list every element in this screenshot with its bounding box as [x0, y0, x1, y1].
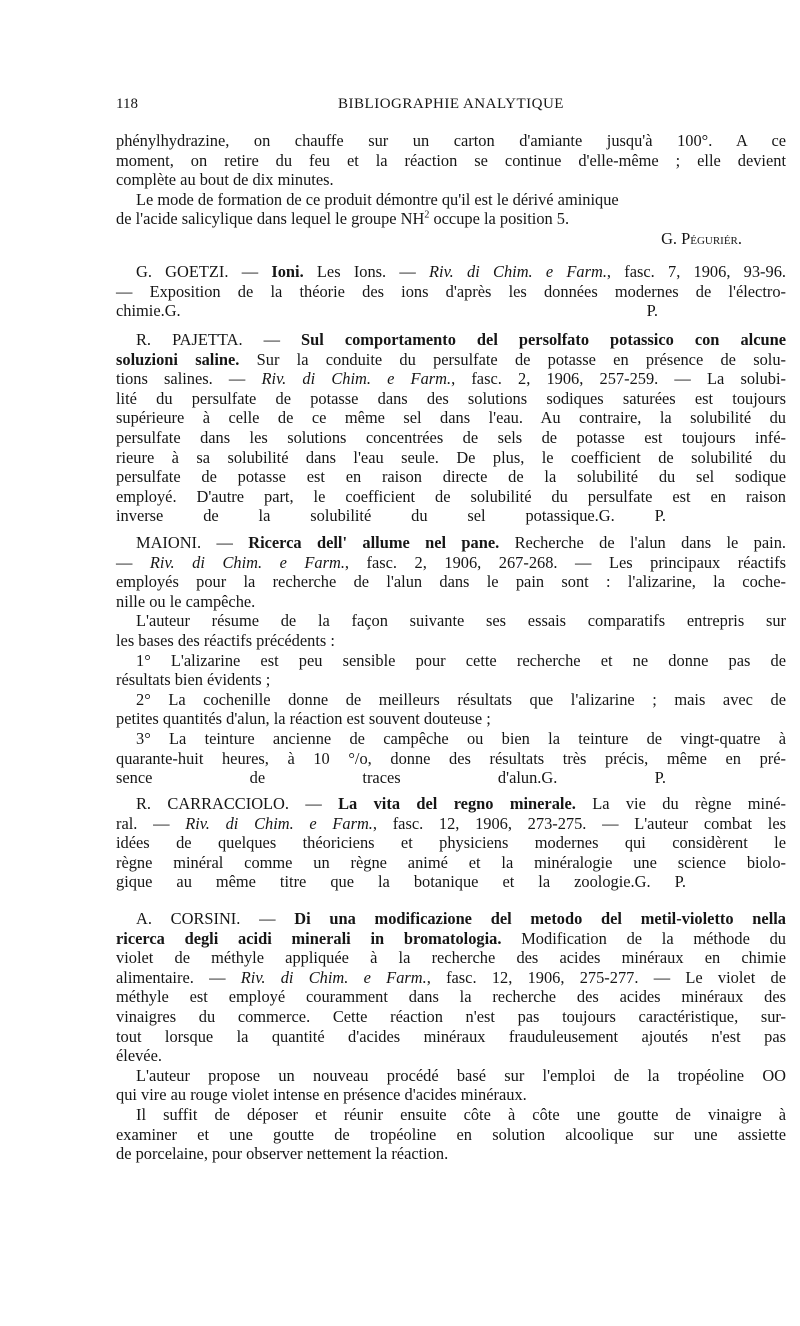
text-line: complète au bout de dix minutes.	[116, 170, 334, 190]
text-line: A. CORSINI. — Di una modificazione del metodo del metil-violetto nella	[136, 909, 786, 928]
text-line: qui vire au rouge violet intense en présence d'acides minéraux.	[116, 1085, 527, 1105]
page-number: 118	[116, 96, 138, 112]
text-line: moment, on retire du feu et la réaction se continue d'elle-même ; elle devient	[116, 150, 786, 170]
text-line: Le mode de formation de ce produit démontre qu'il est le dérivé aminique	[136, 189, 619, 209]
text-line: G. GOETZI. — Ioni. Les Ions. — Riv. di Chim. e Farm., fasc. 7, 1906, 93-96.	[136, 262, 786, 281]
text-line: employé. D'autre part, le coefficient de solubilité du persulfate est en raison	[116, 486, 786, 506]
text-line: 2° La cochenille donne de meilleurs résultats que l'alizarine ; mais avec de	[136, 689, 786, 709]
text-line: MAIONI. — Ricerca dell' allume nel pane. Recherche de l'alun dans le pain.	[136, 533, 786, 552]
text-line: 3° La teinture ancienne de campêche ou bien la teinture de vingt-quatre à	[136, 728, 786, 748]
text-line: vinaigres du commerce. Cette réaction n'est pas toujours caractéristique, sur-	[116, 1006, 786, 1026]
text-line: persulfate de potasse est en raison directe de la solubilité du sel sodique	[116, 467, 786, 487]
text-line: soluzioni saline. Sur la conduite du persulfate de potasse en présence de solu-	[116, 349, 786, 369]
entry-pajetta	[116, 330, 786, 526]
text-line: alimentaire. — Riv. di Chim. e Farm., fasc. 12, 1906, 275-277. — Le violet de	[116, 967, 786, 987]
text-line: R. PAJETTA. — Sul comportamento del persolfato potassico con alcune	[136, 330, 786, 349]
text-line: persulfate dans les solutions concentrées de sels de potasse est toujours infé-	[116, 427, 786, 447]
entry-maioni	[116, 533, 786, 788]
text-line: ricerca degli acidi minerali in bromatologia. Modification de la méthode du	[116, 928, 786, 948]
author-signature: G. P.	[634, 872, 687, 892]
text-line: ral. — Riv. di Chim. e Farm., fasc. 12, 1906, 273-275. — L'auteur combat les	[116, 813, 786, 833]
text-line: méthyle est employé couramment dans la recherche des acides minéraux des	[116, 987, 786, 1007]
superscript: 2	[424, 209, 430, 221]
text-line: gique au même titre que la botanique et la zoologie.G. P.	[116, 872, 687, 892]
entry-continuation	[116, 131, 786, 249]
author-signature: G. P.	[164, 301, 658, 321]
running-header	[116, 96, 786, 118]
entry-goetzi	[116, 262, 786, 321]
text-line: de porcelaine, pour observer nettement la réaction.	[116, 1144, 449, 1164]
text-line: résultats bien évidents ;	[116, 670, 271, 690]
entry-carracciolo	[116, 794, 786, 892]
text-line: tions salines. — Riv. di Chim. e Farm., fasc. 2, 1906, 257-259. — La solubi-	[116, 369, 786, 389]
text-line: L'auteur propose un nouveau procédé basé sur l'emploi de la tropéoline OO	[136, 1065, 786, 1085]
text-line: Il suffit de déposer et réunir ensuite côte à côte une goutte de vinaigre à	[136, 1104, 786, 1124]
text-line: rieure à sa solubilité dans l'eau seule. De plus, le coefficient de solubilité du	[116, 447, 786, 467]
author-signature: G. P.	[598, 506, 666, 526]
text-line: phénylhydrazine, on chauffe sur un carton d'amiante jusqu'à 100°. A ce	[116, 131, 786, 150]
text-line: L'auteur résume de la façon suivante ses essais comparatifs entrepris sur	[136, 611, 786, 631]
text-line: de l'acide salicylique dans lequel le groupe $NH^2$ occupe la position 5.	[116, 209, 570, 229]
text-line: R. CARRACCIOLO. — La vita del regno minerale. La vie du règne miné-	[136, 794, 787, 813]
text-line: élevée.	[116, 1046, 162, 1066]
text-line: chimie.G. P.	[116, 301, 658, 321]
text-line: — Exposition de la théorie des ions d'après les données modernes de l'électro-	[116, 281, 786, 301]
author-signature: G. P.	[541, 768, 666, 788]
text-line: tout lorsque la quantité d'acides minéraux frauduleusement ajoutés n'est pas	[116, 1026, 786, 1046]
text-line: violet de méthyle appliquée à la recherche des acides minéraux en chimie	[116, 948, 786, 968]
text-line: employés pour la recherche de l'alun dans le pain sont : l'alizarine, la coche-	[116, 572, 786, 592]
text-line: 1° L'alizarine est peu sensible pour cette recherche et ne donne pas de	[136, 650, 786, 670]
text-line: — Riv. di Chim. e Farm., fasc. 2, 1906, 267-268. — Les principaux réactifs	[116, 552, 786, 572]
text-line: lité du persulfate de potasse dans des solutions sodiques saturées est toujours	[116, 388, 786, 408]
text-line: quarante-huit heures, à 10 °/o, donne des résultats très précis, même en pré-	[116, 748, 786, 768]
author-signature: G. Péguriér.	[661, 228, 742, 248]
text-line: petites quantités d'alun, la réaction est souvent douteuse ;	[116, 709, 491, 729]
text-line: idées de quelques théoriciens et physiciens modernes qui considèrent le	[116, 833, 786, 853]
text-line: règne minéral comme un règne animé et la minéralogie une science biolo-	[116, 852, 786, 872]
text-line: les bases des réactifs précédents :	[116, 630, 335, 650]
text-line: examiner et une goutte de tropéoline en solution alcoolique sur une assiette	[116, 1124, 786, 1144]
text-line: nille ou le campêche.	[116, 591, 256, 611]
running-title: BIBLIOGRAPHIE ANALYTIQUE	[338, 96, 564, 112]
text-line: inverse de la solubilité du sel potassique.G. P.	[116, 506, 666, 526]
entry-corsini	[116, 909, 786, 1164]
text-line: sence de traces d'alun.G. P.	[116, 768, 666, 788]
text-line: supérieure à celle de ce même sel dans l'eau. Au contraire, la solubilité du	[116, 408, 786, 428]
